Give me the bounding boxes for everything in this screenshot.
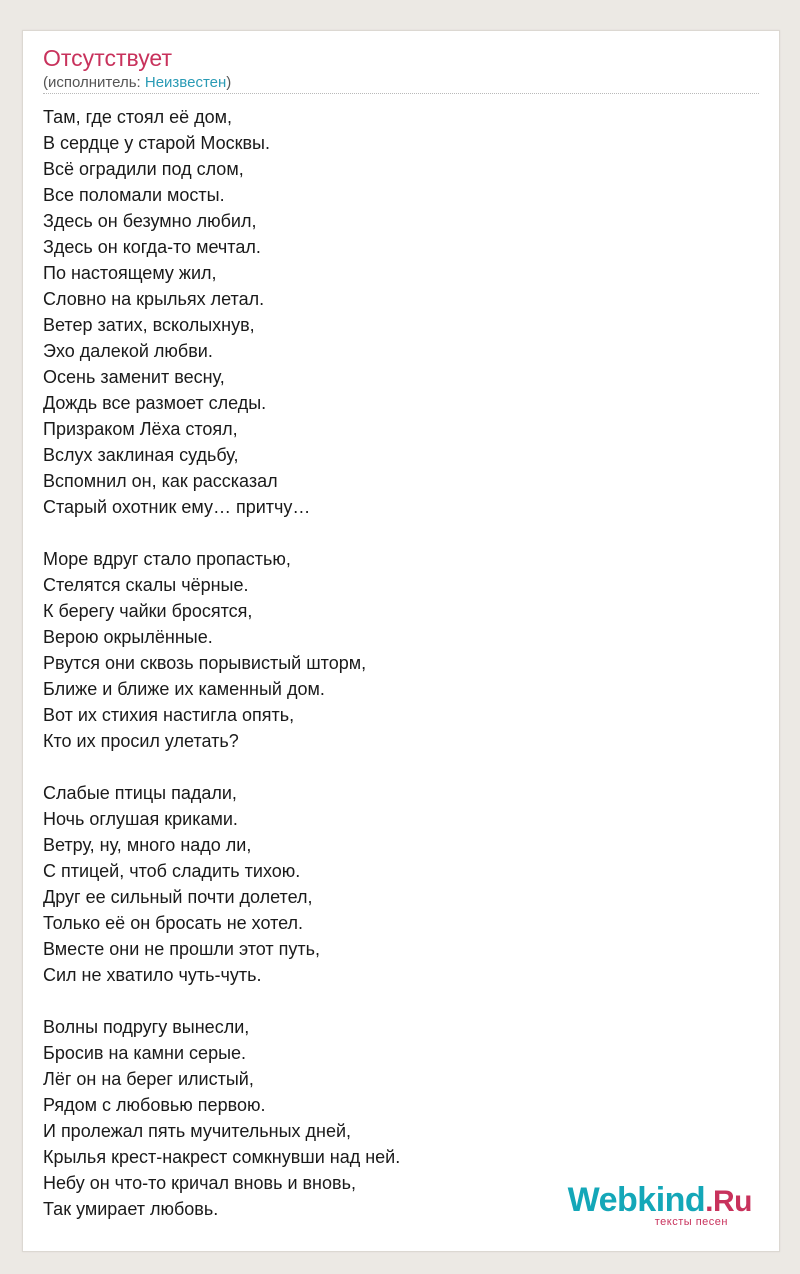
lyric-line: Небу он что-то кричал вновь и вновь, (43, 1173, 356, 1193)
lyric-line: Рвутся они сквозь порывистый шторм, (43, 653, 367, 673)
lyric-line: Все поломали мосты. (43, 185, 225, 205)
title-divider (43, 93, 759, 94)
lyric-line: Вместе они не прошли этот путь, (43, 939, 321, 959)
lyric-line: Бросив на камни серые. (43, 1043, 247, 1063)
lyric-line: Призраком Лёха стоял, (43, 419, 238, 439)
lyric-line: Море вдруг стало пропастью, (43, 549, 291, 569)
lyric-line: Стелятся скалы чёрные. (43, 575, 249, 595)
artist-link[interactable]: Неизвестен (144, 74, 227, 91)
lyric-line: Ночь оглушая криками. (43, 809, 238, 829)
lyric-line: Вспомнил он, как рассказал (43, 471, 278, 491)
lyric-line: Так умирает любовь. (43, 1199, 219, 1219)
stanza-3 (43, 780, 743, 988)
artist-suffix: ) (226, 74, 232, 91)
lyric-line: По настоящему жил, (43, 263, 217, 283)
artist-prefix: (исполнитель: (43, 74, 145, 91)
lyrics-card (22, 30, 780, 1252)
lyric-line: Словно на крыльях летал. (43, 289, 265, 309)
logo-subtitle: тексты песен (654, 1216, 728, 1228)
lyric-line: Сил не хватило чуть-чуть. (43, 965, 262, 985)
lyric-line: Кто их просил улетать? (43, 731, 239, 751)
lyric-line: Волны подругу вынесли, (43, 1017, 250, 1037)
lyric-line: Старый охотник ему… притчу… (43, 497, 311, 517)
lyric-line: Только её он бросать не хотел. (43, 913, 304, 933)
lyric-line: Рядом с любовью первою. (43, 1095, 266, 1115)
lyric-line: И пролежал пять мучительных дней, (43, 1121, 352, 1141)
song-title: Отсутствует (43, 45, 172, 71)
lyric-line: Ветер затих, всколыхнув, (43, 315, 255, 335)
lyric-line: Там, где стоял её дом, (43, 107, 233, 127)
lyric-line: Вот их стихия настигла опять, (43, 705, 295, 725)
lyric-line: Крылья крест-накрест сомкнувши над ней. (43, 1147, 401, 1167)
lyric-line: С птицей, чтоб сладить тихою. (43, 861, 301, 881)
lyric-line: Вслух заклиная судьбу, (43, 445, 239, 465)
lyric-line: Дождь все размоет следы. (43, 393, 267, 413)
lyric-line: Лёг он на берег илистый, (43, 1069, 254, 1089)
lyric-line: Осень заменит весну, (43, 367, 225, 387)
lyric-line: Друг ее сильный почти долетел, (43, 887, 313, 907)
webkind-logo[interactable] (552, 1181, 752, 1231)
logo-tld: .Ru (705, 1185, 752, 1218)
lyric-line: Слабые птицы падали, (43, 783, 237, 803)
lyric-line: Здесь он когда-то мечтал. (43, 237, 261, 257)
lyric-line: Верою окрылённые. (43, 627, 213, 647)
lyric-line: В сердце у старой Москвы. (43, 133, 270, 153)
lyric-line: Всё оградили под слом, (43, 159, 244, 179)
lyric-line: Здесь он безумно любил, (43, 211, 257, 231)
logo-wordmark (568, 1181, 752, 1221)
lyric-line: Ближе и ближе их каменный дом. (43, 679, 325, 699)
artist-line (43, 73, 231, 93)
lyric-line: К берегу чайки бросятся, (43, 601, 253, 621)
stanza-1 (43, 104, 743, 520)
lyric-line: Ветру, ну, много надо ли, (43, 835, 252, 855)
logo-word: Webkind (567, 1181, 706, 1219)
lyrics-body (43, 104, 743, 1248)
lyric-line: Эхо далекой любви. (43, 341, 213, 361)
stanza-2 (43, 546, 743, 754)
